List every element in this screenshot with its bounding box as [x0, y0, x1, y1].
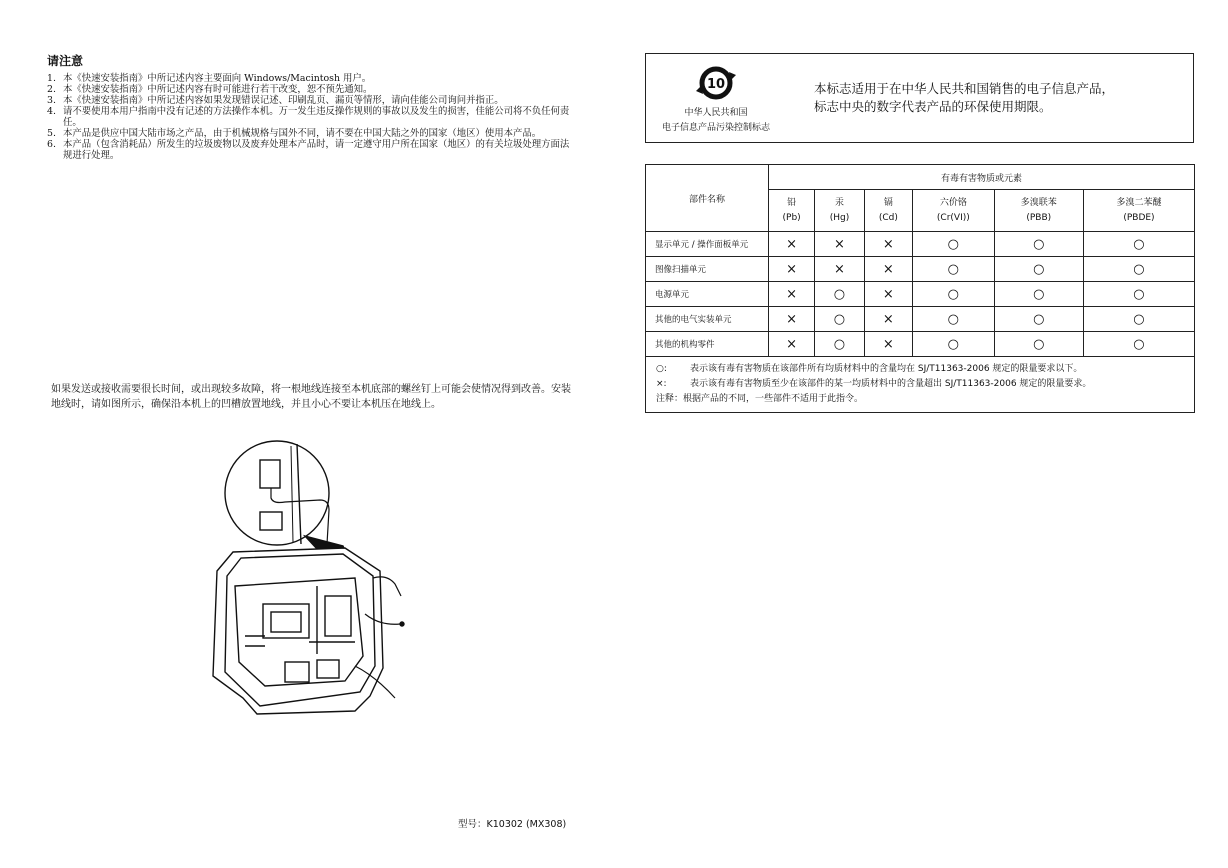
substance-mark: ○ — [1083, 282, 1194, 307]
substance-name: 镉 — [883, 197, 893, 208]
notice-item — [47, 73, 572, 84]
substance-symbol: (Cr(VI)) — [936, 212, 970, 223]
substance-symbol: (Hg) — [829, 212, 850, 223]
table-row — [646, 232, 1195, 257]
notice-item-text: 请不要使用本用户指南中没有记述的方法操作本机。万一发生违反操作规则的事故以及发生的损害，佳能公司将不负任何责任。 — [63, 106, 570, 128]
substance-mark: × — [769, 257, 815, 282]
substance-mark: × — [769, 282, 815, 307]
pollution-control-logo-box — [645, 53, 1194, 143]
part-name: 其他的机构零件 — [646, 332, 769, 357]
hazardous-substances-table — [645, 164, 1195, 413]
logo-caption-country: 中华人民共和国 — [684, 108, 748, 118]
part-name: 图像扫描单元 — [646, 257, 769, 282]
substance-mark: ○ — [994, 307, 1083, 332]
substance-symbol: (PBDE) — [1123, 212, 1155, 223]
notice-item-text: 本《快速安装指南》中所记述内容如果发现错误记述、印刷乱页、漏页等情形，请向佳能公司询问并指正。 — [63, 95, 504, 106]
legend-symbol: ×: — [656, 379, 667, 389]
substance-symbol: (PBB) — [1026, 212, 1052, 223]
notice-item — [47, 128, 572, 139]
notice-title: 请注意 — [47, 54, 84, 68]
legend-text: 表示该有毒有害物质在该部件所有均质材料中的含量均在 SJ/T11363-2006 规定的限量要求以下。 — [690, 364, 1083, 374]
substance-mark: ○ — [994, 282, 1083, 307]
substance-mark: ○ — [1083, 257, 1194, 282]
substance-mark: ○ — [994, 332, 1083, 357]
ground-wire-illustration — [205, 436, 415, 721]
legend-text: 表示该有毒有害物质至少在该部件的某一均质材料中的含量超出 SJ/T11363-2006 规定的限量要求。 — [690, 379, 1092, 389]
substance-mark: ○ — [815, 332, 864, 357]
substance-name: 多溴二苯醚 — [1116, 197, 1162, 208]
substance-mark: × — [864, 232, 912, 257]
notice-item-number: 5. — [47, 128, 56, 139]
substance-mark: × — [864, 332, 912, 357]
substance-mark: ○ — [913, 307, 995, 332]
substance-mark: ○ — [994, 232, 1083, 257]
table-row — [646, 332, 1195, 357]
notice-item — [47, 139, 572, 161]
substance-mark: × — [864, 257, 912, 282]
table-row — [646, 282, 1195, 307]
substance-header — [994, 190, 1083, 232]
substance-mark: ○ — [815, 282, 864, 307]
legend-note — [656, 362, 1184, 377]
notice-item — [47, 84, 572, 95]
substance-mark: × — [769, 332, 815, 357]
part-name-header: 部件名称 — [646, 165, 769, 232]
ground-wire-note: 如果发送或接收需要很长时间，或出现较多故障，将一根地线连接至本机底部的螺丝钉上可能会使情况得到改善。安装地线时，请如图所示，确保沿本机上的凹槽放置地线，并且小心不要让本机压在地线上。 — [51, 384, 571, 410]
table-row — [646, 257, 1195, 282]
substance-mark: ○ — [1083, 307, 1194, 332]
substance-mark: ○ — [994, 257, 1083, 282]
substance-mark: ○ — [1083, 332, 1194, 357]
substance-name: 铅 — [787, 197, 797, 208]
substance-header — [1083, 190, 1194, 232]
substance-mark: × — [815, 257, 864, 282]
substance-header — [913, 190, 995, 232]
table-header-row — [646, 165, 1195, 190]
substance-header — [769, 190, 815, 232]
legend-symbol: ○: — [656, 364, 667, 374]
substance-mark: ○ — [913, 232, 995, 257]
logo-description — [814, 80, 1114, 116]
substance-name: 汞 — [834, 197, 844, 208]
notice-item-text: 本产品是供应中国大陆市场之产品，由于机械规格与国外不同，请不要在中国大陆之外的国家（地区）使用本产品。 — [63, 128, 542, 139]
notice-list — [47, 73, 572, 161]
table-row — [646, 307, 1195, 332]
substance-mark: × — [815, 232, 864, 257]
environmental-protection-use-period-icon — [694, 66, 738, 100]
legend-note — [656, 377, 1184, 392]
notice-item-text: 本产品（包含消耗品）所发生的垃圾废物以及废弃处理本产品时，请一定遵守用户所在国家（地区）的有关垃圾处理方面法规进行处理。 — [63, 139, 570, 161]
notice-item-number: 1. — [47, 73, 56, 84]
substance-group-header: 有毒有害物质或元素 — [769, 165, 1195, 190]
substance-name: 六价铬 — [939, 197, 967, 208]
substance-mark: × — [864, 307, 912, 332]
substance-mark: ○ — [913, 257, 995, 282]
substance-mark: × — [769, 307, 815, 332]
notice-item-text: 本《快速安装指南》中所记述内容主要面向 Windows/Macintosh 用户。 — [63, 73, 372, 84]
substance-mark: ○ — [1083, 232, 1194, 257]
substance-mark: ○ — [913, 282, 995, 307]
part-name: 其他的电气实装单元 — [646, 307, 769, 332]
notice-item — [47, 106, 572, 128]
notice-item-number: 4. — [47, 106, 56, 117]
notice-item-number: 2. — [47, 84, 56, 95]
notice-item-number: 3. — [47, 95, 56, 106]
table-notes — [646, 357, 1195, 413]
substance-header — [864, 190, 912, 232]
notice-section — [47, 52, 572, 161]
logo-description-line: 标志中央的数字代表产品的环保使用期限。 — [814, 99, 1052, 114]
model-number: 型号：K10302 (MX308) — [458, 819, 567, 830]
notice-item-text: 本《快速安装指南》中所记述内容有时可能进行若干改变，恕不预先通知。 — [63, 84, 373, 95]
substance-mark: ○ — [815, 307, 864, 332]
table-notes-row — [646, 357, 1195, 413]
substance-mark: ○ — [913, 332, 995, 357]
part-name: 显示单元 / 操作面板单元 — [646, 232, 769, 257]
substance-symbol: (Cd) — [878, 212, 898, 223]
notice-item-number: 6. — [47, 139, 56, 150]
substance-symbol: (Pb) — [782, 212, 801, 223]
substance-header — [815, 190, 864, 232]
substance-name: 多溴联苯 — [1020, 197, 1057, 208]
table-footnote: 注释：根据产品的不同，一些部件不适用于此指令。 — [656, 394, 864, 404]
part-name: 电源单元 — [646, 282, 769, 307]
substance-mark: × — [769, 232, 815, 257]
logo-number: 10 — [706, 77, 726, 92]
substance-mark: × — [864, 282, 912, 307]
logo-caption-title: 电子信息产品污染控制标志 — [661, 123, 770, 133]
logo-description-line: 本标志适用于在中华人民共和国销售的电子信息产品， — [814, 81, 1115, 96]
notice-item — [47, 95, 572, 106]
